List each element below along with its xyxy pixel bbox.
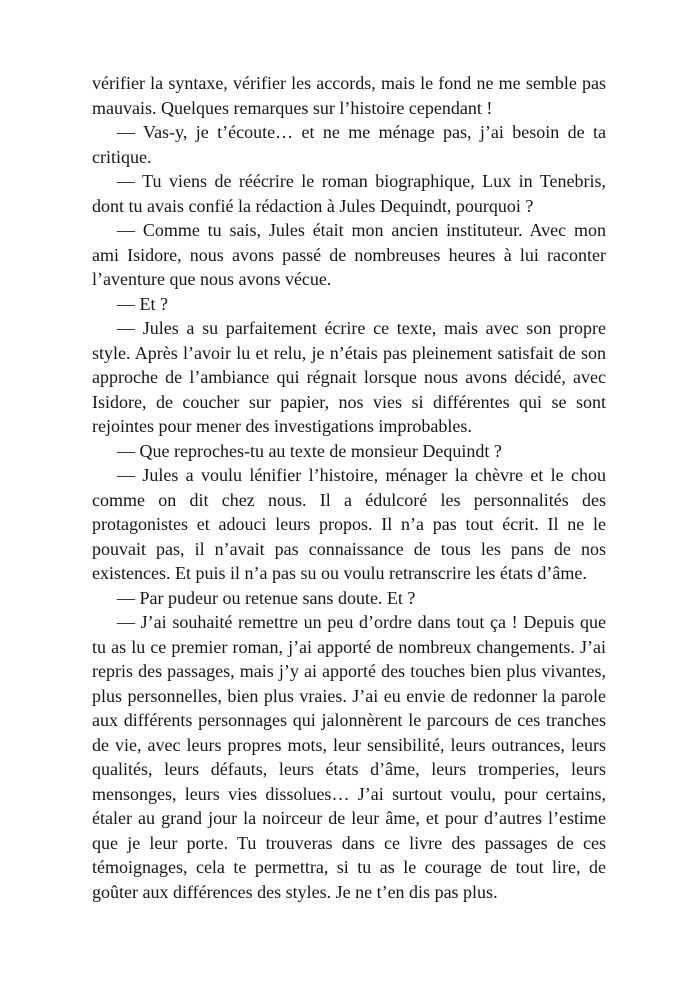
text-line: style. Après l’avoir lu et relu, je n’étais pas pleinement satisfait de son	[92, 342, 606, 363]
text-line: de vie, avec leurs propres mots, leur sensibilité, leurs outrances, leurs	[92, 734, 606, 755]
text-line: aux différents personnages qui jalonnèrent le parcours de ces tranches	[92, 710, 606, 730]
text-line: tu as lu ce premier roman, j’ai apporté de nombreux changements. J’ai	[92, 636, 606, 657]
text-line: dont tu avais confié la rédaction à Jules Dequindt, pourquoi ?	[92, 195, 534, 216]
paragraph	[92, 463, 606, 586]
text-line: approche de l’ambiance qui régnait lorsque nous avons décidé, avec	[92, 367, 606, 387]
text-line: — Et ?	[117, 293, 168, 314]
text-line: ami Isidore, nous avons passé de nombreuses heures à lui raconter	[92, 244, 606, 265]
text-line: protagonistes et adouci leurs propos. Il n’a pas tout écrit. Il ne le	[92, 514, 606, 534]
text-line: — Jules a su parfaitement écrire ce texte, mais avec son propre	[117, 318, 606, 338]
text-line: goûter aux différences des styles. Je ne t’en dis pas plus.	[92, 881, 498, 902]
text-line: qualités, leurs défauts, leurs états d’âme, leurs tromperies, leurs	[92, 759, 606, 779]
paragraph	[92, 610, 606, 904]
text-line: témoignages, cela te permettra, si tu as le courage de tout lire, de	[92, 857, 606, 877]
text-line: — J’ai souhaité remettre un peu d’ordre dans tout ça ! Depuis que	[117, 612, 606, 632]
text-line: que je leur porte. Tu trouveras dans ce livre des passages de ces	[92, 832, 606, 853]
text-line: — Par pudeur ou retenue sans doute. Et ?	[117, 587, 416, 608]
text-line: comme on dit chez nous. Il a édulcoré les personnalités des	[92, 489, 606, 510]
text-line: Isidore, de coucher sur papier, nos vies si différentes qui se sont	[92, 391, 606, 412]
text-line: — Jules a voulu lénifier l’histoire, ménager la chèvre et le chou	[117, 465, 606, 485]
paragraph	[92, 316, 606, 439]
text-line: mensonges, leurs vies dissolues… J’ai surtout voulu, pour certains,	[92, 783, 606, 804]
paragraph	[92, 218, 606, 292]
paragraph	[92, 586, 606, 611]
paragraph	[92, 439, 606, 464]
text-line: repris des passages, mais j’y ai apporté des touches bien plus vivantes,	[92, 661, 606, 681]
paragraph	[92, 71, 606, 120]
text-line: plus personnelles, bien plus vraies. J’ai eu envie de redonner la parole	[92, 685, 606, 706]
page-text	[92, 71, 606, 904]
paragraph	[92, 120, 606, 169]
text-line: vérifier la syntaxe, vérifier les accords, mais le fond ne me semble pas	[92, 73, 606, 93]
text-line: rejointes pour mener des investigations improbables.	[92, 416, 472, 436]
text-line: existences. Et puis il n’a pas su ou voulu retranscrire les états d’âme.	[92, 563, 587, 583]
paragraph	[92, 292, 606, 317]
text-line: étaler au grand jour la noirceur de leur âme, et pour d’autres l’estime	[92, 808, 606, 828]
text-line: critique.	[92, 146, 152, 167]
text-line: l’aventure que nous avons vécue.	[92, 269, 332, 289]
text-line: — Comme tu sais, Jules était mon ancien instituteur. Avec mon	[117, 220, 606, 240]
text-line: pouvait pas, il n’avait pas connaissance de tous les pans de nos	[92, 538, 606, 559]
text-line: — Que reproches-tu au texte de monsieur Dequindt ?	[117, 440, 502, 461]
paragraph	[92, 169, 606, 218]
text-line: — Vas-y, je t’écoute… et ne me ménage pas, j’ai besoin de ta	[117, 122, 606, 142]
text-line: — Tu viens de réécrire le roman biographique, Lux in Tenebris,	[117, 171, 606, 191]
text-line: mauvais. Quelques remarques sur l’histoire cependant !	[92, 97, 493, 118]
